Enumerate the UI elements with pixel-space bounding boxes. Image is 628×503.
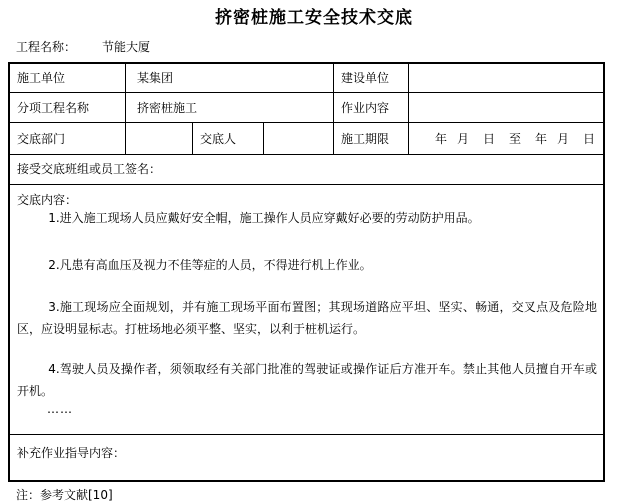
row-divider <box>10 184 603 185</box>
content-item-3: 3.施工现场应全面规划，并有施工现场平面布置图；其现场道路应平坦、坚实、畅通，交叉点及危险地区，应设明显标志。打桩场地必须平整、坚实，以利于桩机运行。 <box>17 300 597 336</box>
supplementary-guidance-label: 补充作业指导内容： <box>17 446 126 460</box>
team-signature-label: 接受交底班组或员工签名： <box>17 162 162 176</box>
construction-unit-label: 施工单位 <box>17 71 66 85</box>
construction-unit-value: 某集团 <box>137 71 174 85</box>
date-day-start: 日 <box>483 132 496 146</box>
handover-person-label: 交底人 <box>200 132 237 146</box>
col-divider <box>125 64 126 154</box>
sub-project-value: 挤密桩施工 <box>137 101 198 115</box>
owner-unit-label: 建设单位 <box>341 71 390 85</box>
construction-period-label: 施工期限 <box>341 132 390 146</box>
work-content-label: 作业内容 <box>341 101 390 115</box>
date-month-start: 月 <box>457 132 470 146</box>
col-divider <box>333 64 334 154</box>
project-name-label: 工程名称： <box>16 40 77 54</box>
content-item-4: 4.驾驶人员及操作者，须领取经有关部门批准的驾驶证或操作证后方准开车。禁止其他人员擅自开车或开机。 <box>17 362 597 398</box>
row-divider <box>10 92 603 93</box>
date-day-end: 日 <box>583 132 596 146</box>
col-divider <box>192 122 193 154</box>
date-year-end: 年 <box>535 132 548 146</box>
col-divider <box>408 64 409 154</box>
row-divider <box>10 122 603 123</box>
document-title: 挤密桩施工安全技术交底 <box>215 8 413 28</box>
col-divider <box>263 122 264 154</box>
project-name-line <box>16 38 150 55</box>
row-divider <box>10 434 603 435</box>
date-month-end: 月 <box>557 132 570 146</box>
content-item-1: 1.进入施工现场人员应戴好安全帽，施工操作人员应穿戴好必要的劳动防护用品。 <box>48 211 480 225</box>
reference-footnote: 注：参考文献[10] <box>16 488 113 502</box>
handover-form-table <box>8 62 605 482</box>
date-year-start: 年 <box>435 132 448 146</box>
project-name-value: 节能大厦 <box>102 40 151 54</box>
row-divider <box>10 154 603 155</box>
sub-project-label: 分项工程名称 <box>17 101 90 115</box>
date-to: 至 <box>509 132 522 146</box>
handover-content-label: 交底内容： <box>17 193 78 207</box>
content-ellipsis: …… <box>47 402 73 416</box>
construction-period-dates <box>435 131 597 147</box>
handover-dept-label: 交底部门 <box>17 132 66 146</box>
content-item-2: 2.凡患有高血压及视力不佳等症的人员，不得进行机上作业。 <box>48 258 372 272</box>
